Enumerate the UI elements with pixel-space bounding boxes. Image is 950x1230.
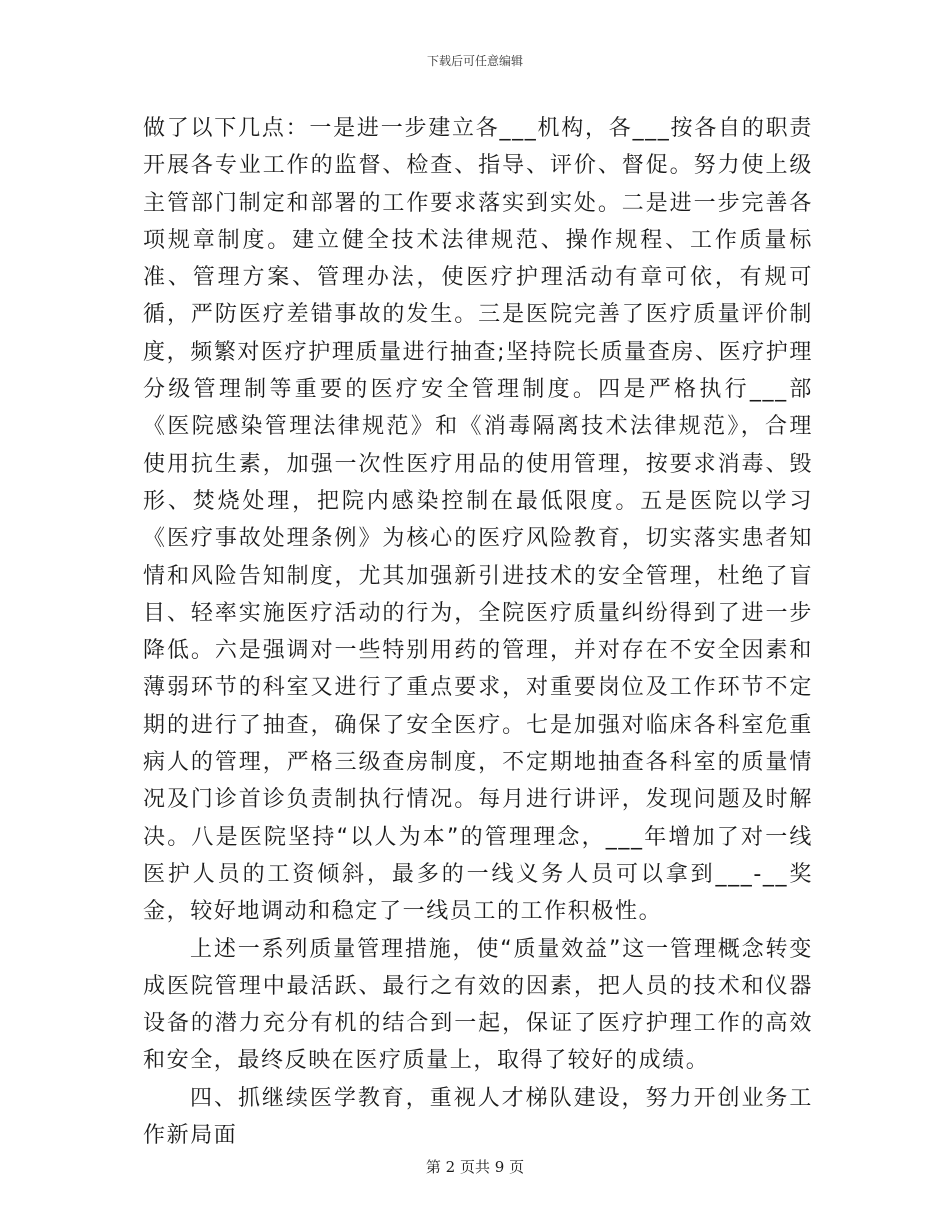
paragraph-2: 上述一系列质量管理措施，使“质量效益”这一管理概念转变成医院管理中最活跃、最行之有效的因素，把人员的技术和仪器设备的潜力充分有机的结合到一起，保证了医疗护理工作的高效和安全，最终反映在医疗质量上，取得了较好的成绩。 [143, 936, 813, 1074]
section-heading-4: 四、抓继续医学教育，重视人才梯队建设，努力开创业务工作新局面 [143, 1085, 813, 1149]
page-number: 第 2 页共 9 页 [425, 1158, 525, 1176]
header-note: 下载后可任意编辑 [426, 54, 523, 68]
document-body [143, 110, 813, 1154]
paragraph-1: 做了以下几点：一是进一步建立各___机构，各___按各自的职责开展各专业工作的监督、检查、指导、评价、督促。努力使上级主管部门制定和部署的工作要求落实到实处。二是进一步完善各项规章制度。建立健全技术法律规范、操作规程、工作质量标准、管理方案、管理办法，使医疗护理活动有章可依，有规可循，严防医疗差错事故的发生。三是医院完善了医疗质量评价制度，频繁对医疗护理质量进行抽查;坚持院长质量查房、医疗护理分级管理制等重要的医疗安全管理制度。四是严格执行___部《医院感染管理法律规范》和《消毒隔离技术法律规范》，合理使用抗生素，加强一次性医疗用品的使用管理，按要求消毒、毁形、焚烧处理，把院内感染控制在最低限度。五是医院以学习《医疗事故处理条例》为核心的医疗风险教育，切实落实患者知情和风险告知制度，尤其加强新引进技术的安全管理，杜绝了盲目、轻率实施医疗活动的行为，全院医疗质量纠纷得到了进一步降低。六是强调对一些特别用药的管理，并对存在不安全因素和薄弱环节的科室又进行了重点要求，对重要岗位及工作环节不定期的进行了抽查，确保了安全医疗。七是加强对临床各科室危重病人的管理，严格三级查房制度，不定期地抽查各科室的质量情况及门诊首诊负责制执行情况。每月进行讲评，发现问题及时解决。八是医院坚持“以人为本”的管理理念，___年增加了对一线医护人员的工资倾斜，最多的一线义务人员可以拿到___-__奖金，较好地调动和稳定了一线员工的工作积极性。 [143, 116, 813, 925]
